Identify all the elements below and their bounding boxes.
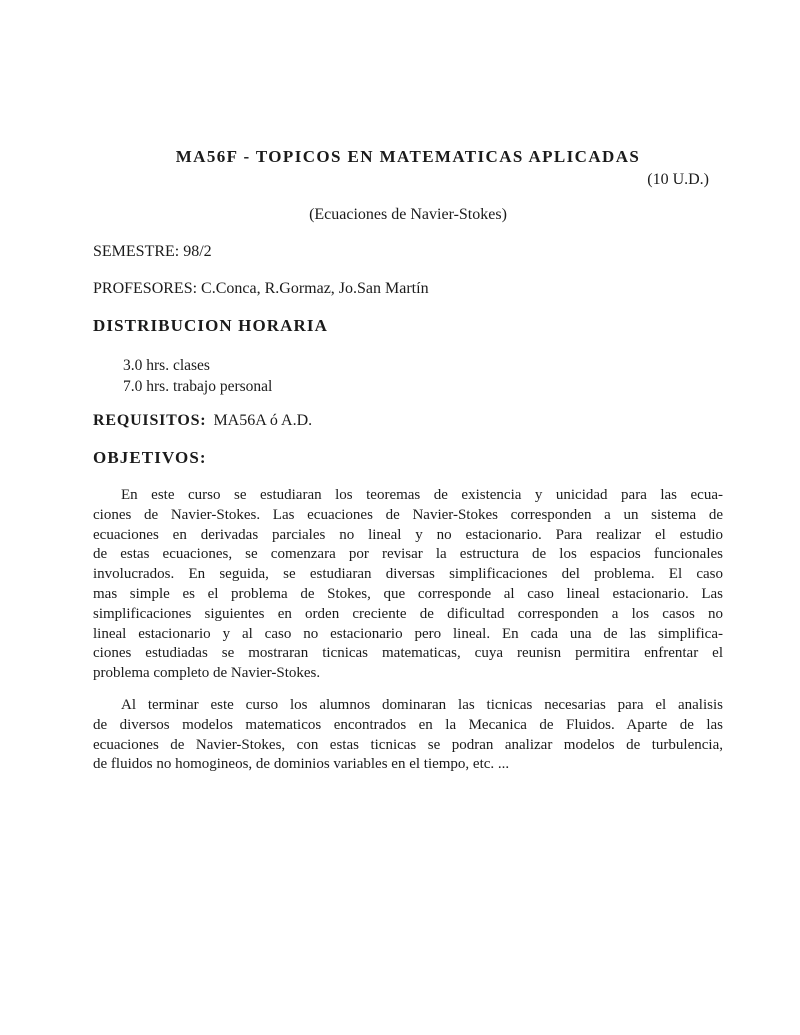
objectives-paragraph-1 [93, 486, 723, 684]
paragraph-line: problema completo de Navier-Stokes. [93, 665, 321, 682]
paragraph-line: En este curso se estudiaran los teoremas de existencia y unicidad para las ecua- [121, 487, 723, 503]
paragraph-line: simplificaciones siguientes en orden creciente de dificultad corresponden a los casos no [93, 605, 723, 622]
paragraph-line: de estas ecuaciones, se comenzara por revisar la estructura de los espacios funcionales [93, 546, 723, 563]
paragraph-line: involucrados. En seguida, se estudiaran diversas simplificaciones del problema. El caso [93, 566, 723, 583]
paragraph-line: Al terminar este curso los alumnos dominaran las ticnicas necesarias para el analisis [121, 697, 723, 713]
course-title: MA56F - TOPICOS EN MATEMATICAS APLICADAS [175, 147, 641, 166]
professors-line: PROFESORES: C.Conca, R.Gormaz, Jo.San Martín [93, 280, 429, 297]
paragraph-line: ecuaciones en derivadas parciales no lineal y no estacionario. Para realizar el estudio [93, 526, 723, 543]
hours-item-trabajo-personal: 7.0 hrs. trabajo personal [123, 377, 273, 395]
paragraph-line: lineal estacionario y al caso no estacionario pero lineal. En cada una de las simplifica- [93, 625, 723, 642]
paragraph-line: de diversos modelos matematicos encontrados en la Mecanica de Fluidos. Aparte de las [93, 716, 723, 733]
requisites-value: MA56A ó A.D. [213, 412, 313, 429]
requisites-label: REQUISITOS: [93, 412, 207, 429]
hours-list [123, 356, 272, 397]
paragraph-line: de fluidos no homogineos, de dominios variables en el tiempo, etc. ... [93, 756, 510, 773]
semester-line: SEMESTRE: 98/2 [93, 243, 212, 260]
hours-item-clases: 3.0 hrs. clases [123, 357, 210, 374]
paragraph-line: ecuaciones de Navier-Stokes, con estas ticnicas se podran analizar modelos de turbulencia, [93, 736, 723, 753]
course-subtitle: (Ecuaciones de Navier-Stokes) [309, 206, 507, 223]
objectives-paragraph-2 [93, 696, 723, 775]
distribution-heading: DISTRIBUCION HORARIA [93, 316, 329, 335]
course-credits: (10 U.D.) [647, 171, 709, 188]
paragraph-line: mas simple es el problema de Stokes, que corresponde al caso lineal estacionario. Las [93, 585, 723, 602]
objectives-heading: OBJETIVOS: [93, 448, 207, 467]
paragraph-line: ciones estudiadas se mostraran ticnicas matematicas, cuya reunisn permitira enfrentar el [93, 645, 723, 662]
paragraph-line: ciones de Navier-Stokes. Las ecuaciones de Navier-Stokes corresponden a un sistema de [93, 506, 723, 523]
requisites-line [93, 412, 312, 430]
